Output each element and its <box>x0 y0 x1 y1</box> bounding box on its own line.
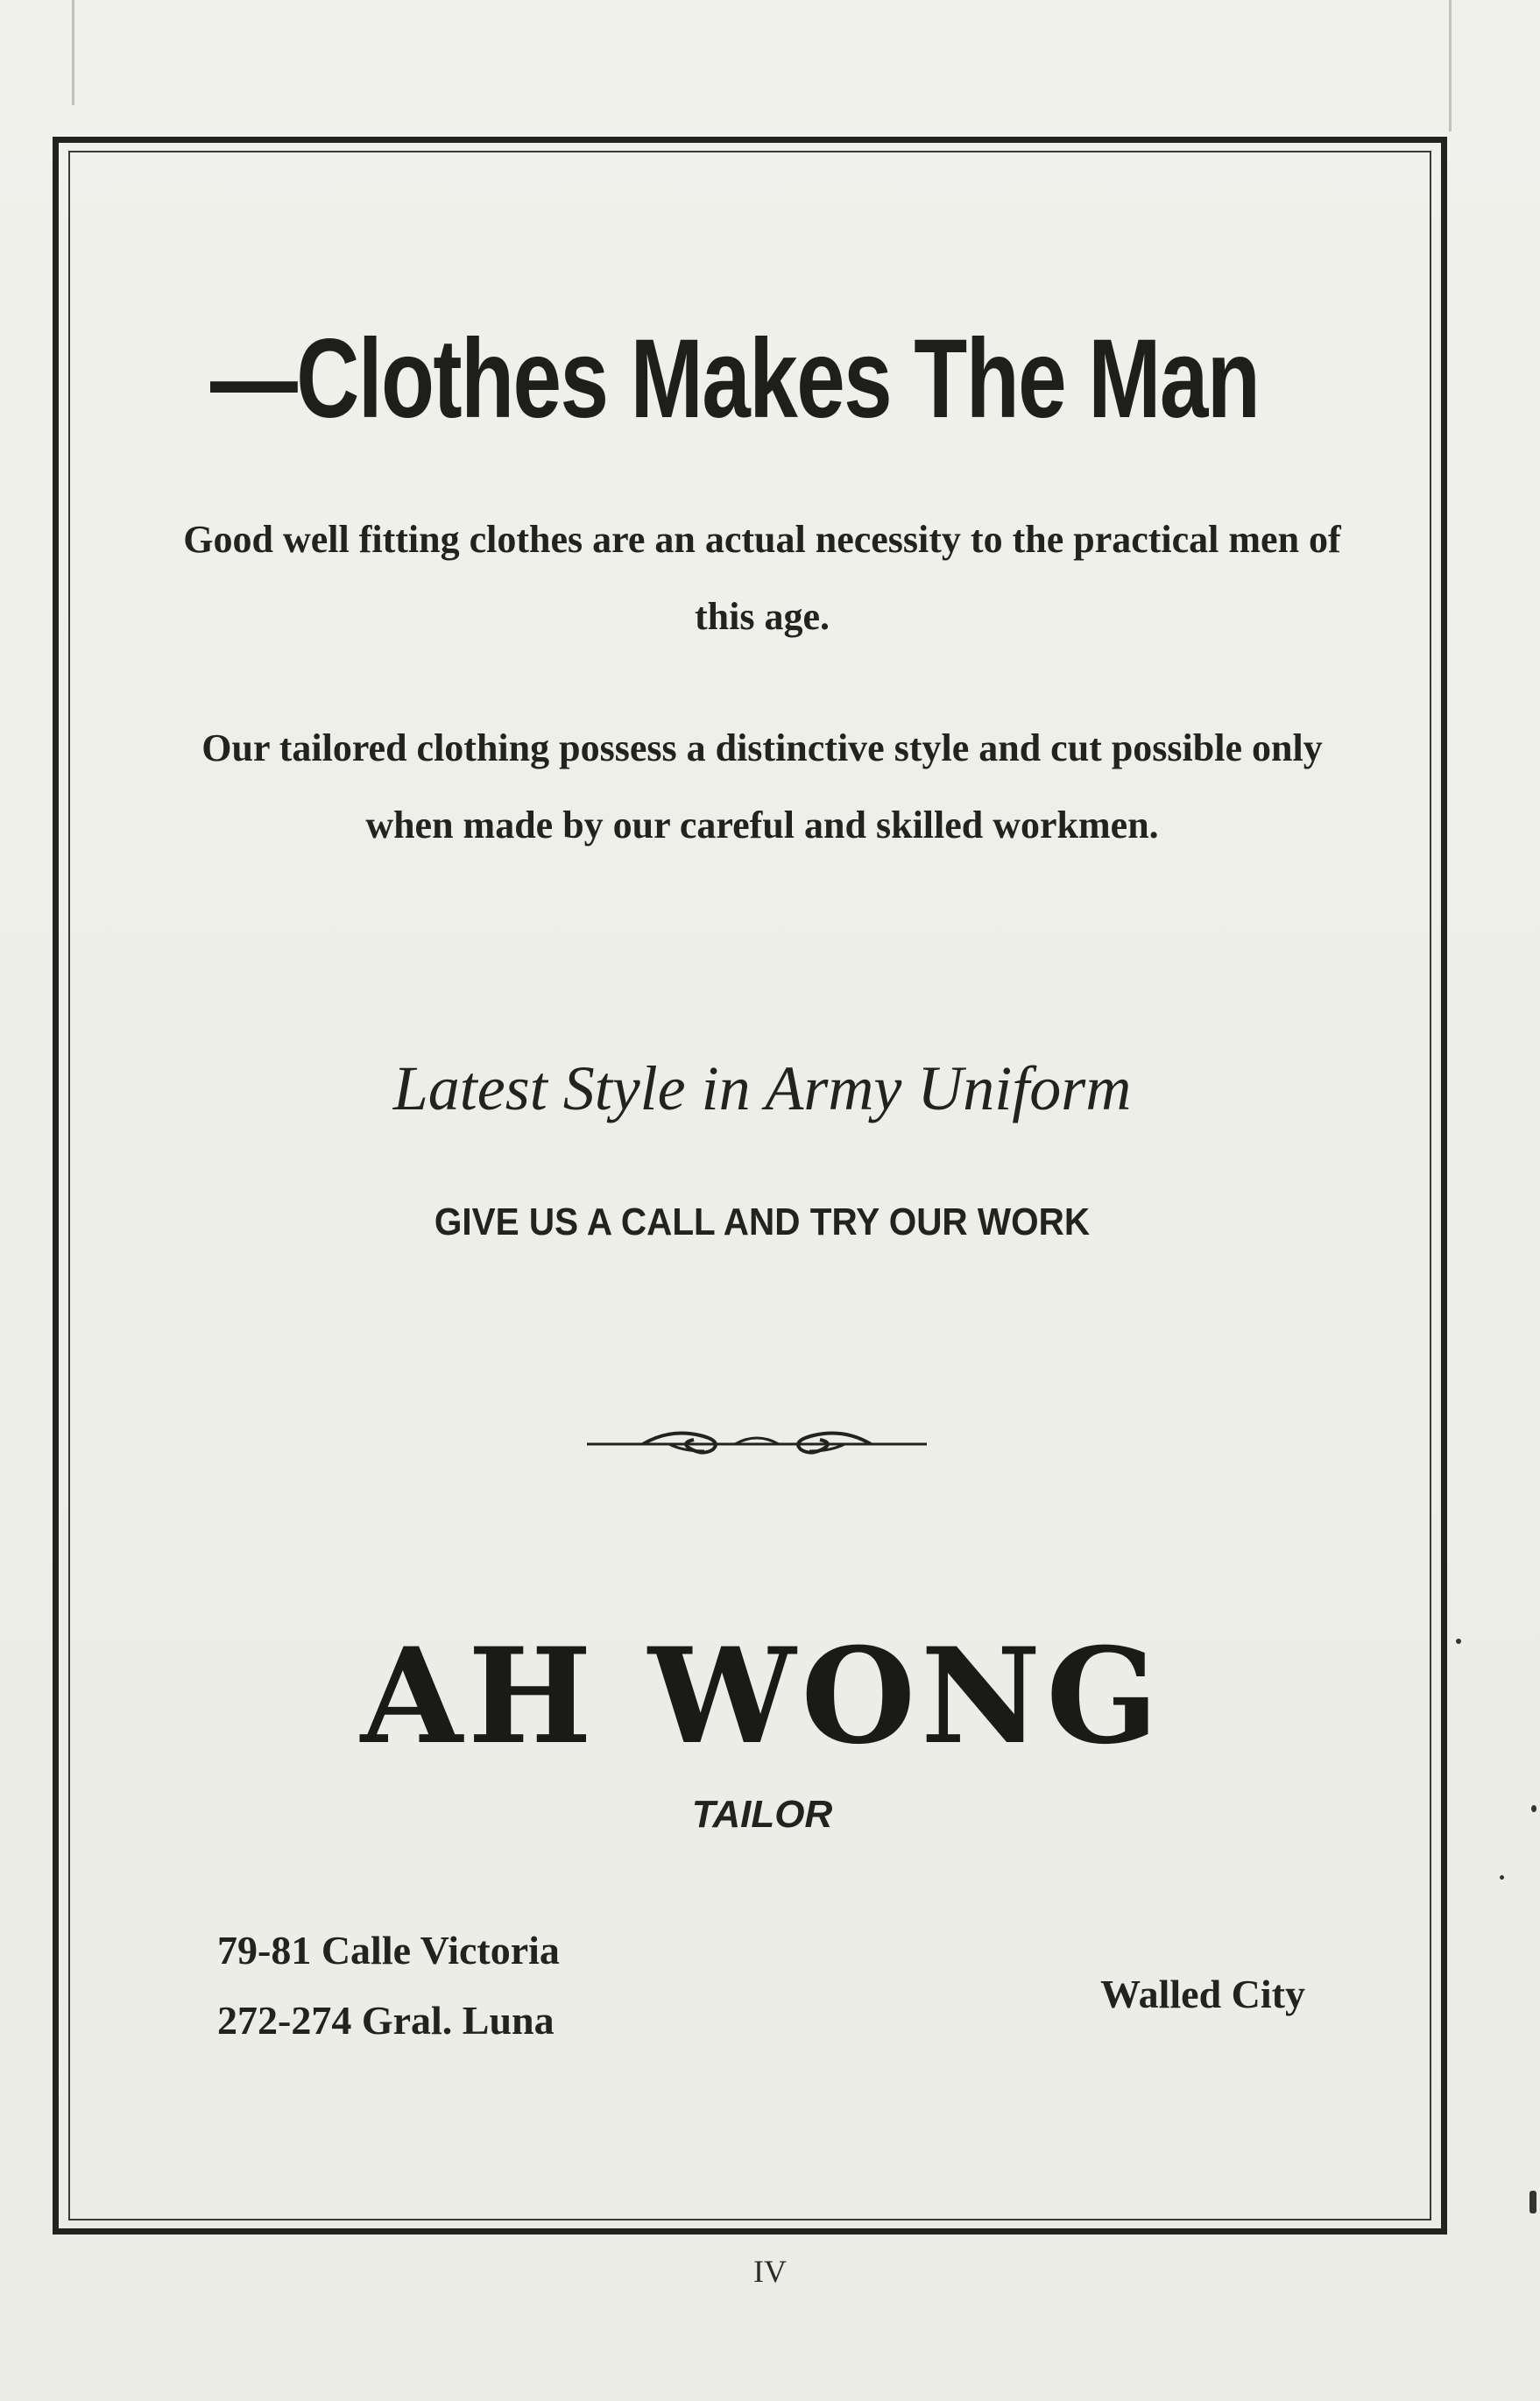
scan-speck <box>1531 1805 1536 1812</box>
address-line: 272-274 Gral. Luna <box>217 1998 555 2043</box>
scan-edge-mark-left <box>72 0 74 105</box>
scroll-flourish-icon <box>582 1416 932 1469</box>
ad-paragraph-style: Our tailored clothing possess a distinctive style and cut possible only when made by our careful and skilled workmen. <box>201 726 1323 846</box>
address-line: 79-81 Calle Victoria <box>217 1928 560 1973</box>
ad-paragraph-necessity: Good well fitting clothes are an actual necessity to the practical men of this age. <box>183 518 1341 638</box>
ad-call-to-action: GIVE US A CALL AND TRY OUR WORK <box>434 1200 1091 1243</box>
district-label: Walled City <box>1100 1972 1305 2016</box>
ad-border-inner <box>68 151 1431 2220</box>
ad-subheading: Latest Style in Army Uniform <box>392 1053 1132 1123</box>
scan-edge-mark-right <box>1449 0 1452 131</box>
scan-speck <box>1500 1875 1504 1880</box>
business-name: AH WONG <box>360 1619 1164 1774</box>
page-number: IV <box>753 2254 787 2289</box>
ad-headline: —Clothes Makes The Man <box>210 316 1260 442</box>
scan-speck <box>1456 1639 1461 1644</box>
address-block <box>217 1916 830 2056</box>
scan-speck <box>1529 2191 1536 2213</box>
business-trade: TAILOR <box>691 1793 833 1836</box>
